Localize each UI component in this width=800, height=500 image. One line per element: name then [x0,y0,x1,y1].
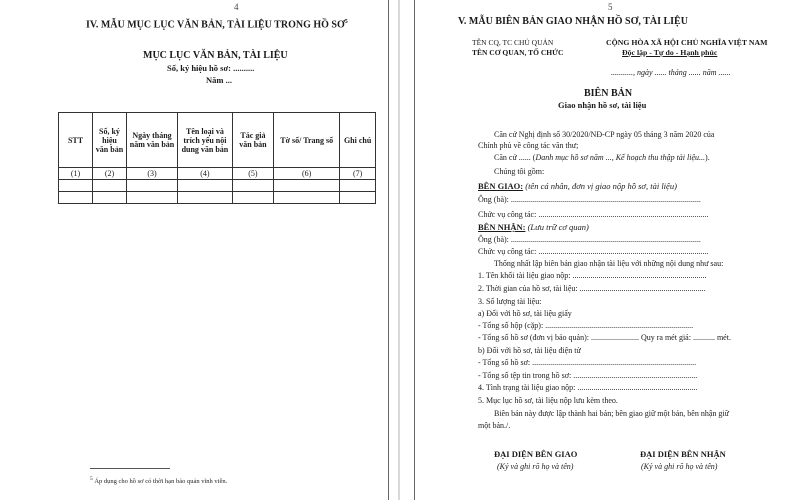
header-cell: Tên loại và trích yếu nội dung văn bản [178,113,233,168]
section-heading: V. MẪU BIÊN BẢN GIAO NHẬN HỒ SƠ, TÀI LIỆU [458,16,688,27]
sign-left-title: ĐẠI DIỆN BÊN GIAO [494,449,578,459]
body-line: 1. Tên khối tài liệu giao nộp: ................................................................... [478,271,707,280]
doc-title: BIÊN BẢN [584,88,633,99]
header-cell: Ghi chú [340,113,376,168]
ben-nhan-line: BÊN NHẬN: (Lưu trữ cơ quan) [478,222,589,232]
body-line: Biên bản này được lập thành hai bản; bên giao giữ một bản, bên nhận giữ [494,409,729,418]
header-cell: STT [59,113,93,168]
sign-left-note: (Ký và ghi rõ họ và tên) [497,462,574,471]
body-line: - Tổng số hồ sơ (đơn vị bảo quản): ........................ Quy ra mét giá: ........... mét. [478,333,731,342]
footnote: $^5$ Áp dụng cho hồ sơ có thời hạn bảo quản vĩnh viễn. [90,476,228,486]
body-line: Thống nhất lập biên bản giao nhận tài liệu với những nội dung như sau: [494,259,724,268]
page-edge-line [388,0,389,500]
body-line: b) Đối với hồ sơ, tài liệu điện tử [478,346,581,355]
sign-right-note: (Ký và ghi rõ họ và tên) [641,462,718,471]
table-row [59,192,376,204]
body-line: 5. Mục lục hồ sơ, tài liệu nộp lưu kèm theo. [478,396,618,405]
body-line: Ông (bà): ............................................................................................... [478,195,701,204]
body-line: 2. Thời gian của hồ sơ, tài liệu: ............................................................... [478,284,706,293]
body-line: Căn cứ ...... (Danh mục hồ sơ năm ..., Kế hoạch thu thập tài liệu...). [494,153,710,162]
footnote-separator [90,468,170,469]
body-line: - Tổng số hồ sơ: .................................................................................. [478,358,697,367]
ben-giao-line: BÊN GIAO: (tên cá nhân, đơn vị giao nộp hồ sơ, tài liệu) [478,181,677,191]
index-cell: (1) [59,168,93,180]
date-line: ..........., ngày ...... tháng ...... năm ...... [611,68,731,77]
table-header-row [59,113,376,168]
page-number: 4 [234,2,239,12]
sign-right-title: ĐẠI DIỆN BÊN NHẬN [640,449,726,459]
left-page [0,0,398,500]
index-cell: (5) [232,168,273,180]
index-cell: (7) [340,168,376,180]
body-line: Căn cứ Nghị định số 30/2020/NĐ-CP ngày 05 tháng 3 năm 2020 của [494,130,715,139]
section-heading: IV. MẪU MỤC LỤC VĂN BẢN, TÀI LIỆU TRONG HỒ $SƠ^5$ [86,19,348,31]
body-line: 3. Số lượng tài liệu: [478,297,542,306]
header-cell: Tác giả văn bản [232,113,273,168]
body-line: 4. Tình trạng tài liệu giao nộp: ............................................................ [478,383,698,392]
toc-table [58,112,376,204]
table-row [59,180,376,192]
index-cell: (2) [93,168,127,180]
national-motto: Độc lập - Tự do - Hạnh phúc [622,48,718,57]
index-cell: (6) [274,168,340,180]
header-cell: Ngày tháng năm văn bản [126,113,177,168]
body-line: Chúng tôi gồm: [494,167,545,176]
toc-file-code: Số, ký hiệu hồ sơ: .......... [167,63,255,73]
page-edge-line [414,0,415,500]
table-index-row [59,168,376,180]
index-cell: (4) [178,168,233,180]
agency-name: TÊN CƠ QUAN, TỔ CHỨC [472,48,564,57]
body-line: một bản./. [478,421,511,430]
index-cell: (3) [126,168,177,180]
doc-subtitle: Giao nhận hồ sơ, tài liệu [558,100,647,110]
toc-title: MỤC LỤC VĂN BẢN, TÀI LIỆU [143,50,288,61]
body-line: a) Đối với hồ sơ, tài liệu giấy [478,309,572,318]
body-line: Chức vụ công tác: ..................................................................................... [478,247,709,256]
country-name: CỘNG HÒA XÃ HỘI CHỦ NGHĨA VIỆT NAM [606,38,768,47]
page-number: 5 [608,2,613,12]
body-line: Ông (bà): ............................................................................................... [478,235,701,244]
body-line: Chính phủ về công tác văn thư; [478,141,579,150]
header-cell: Số, ký hiệu văn bản [93,113,127,168]
toc-year: Năm ... [206,75,232,85]
body-line: - Tổng số hộp (cặp): .......................................................................... [478,321,694,330]
header-cell: Tờ số/ Trang số [274,113,340,168]
agency-parent: TÊN CQ, TC CHỦ QUẢN [472,38,554,47]
body-line: - Tổng số tệp tin trong hồ sơ: .............................................................. [478,371,698,380]
body-line: Chức vụ công tác: ..................................................................................... [478,210,709,219]
